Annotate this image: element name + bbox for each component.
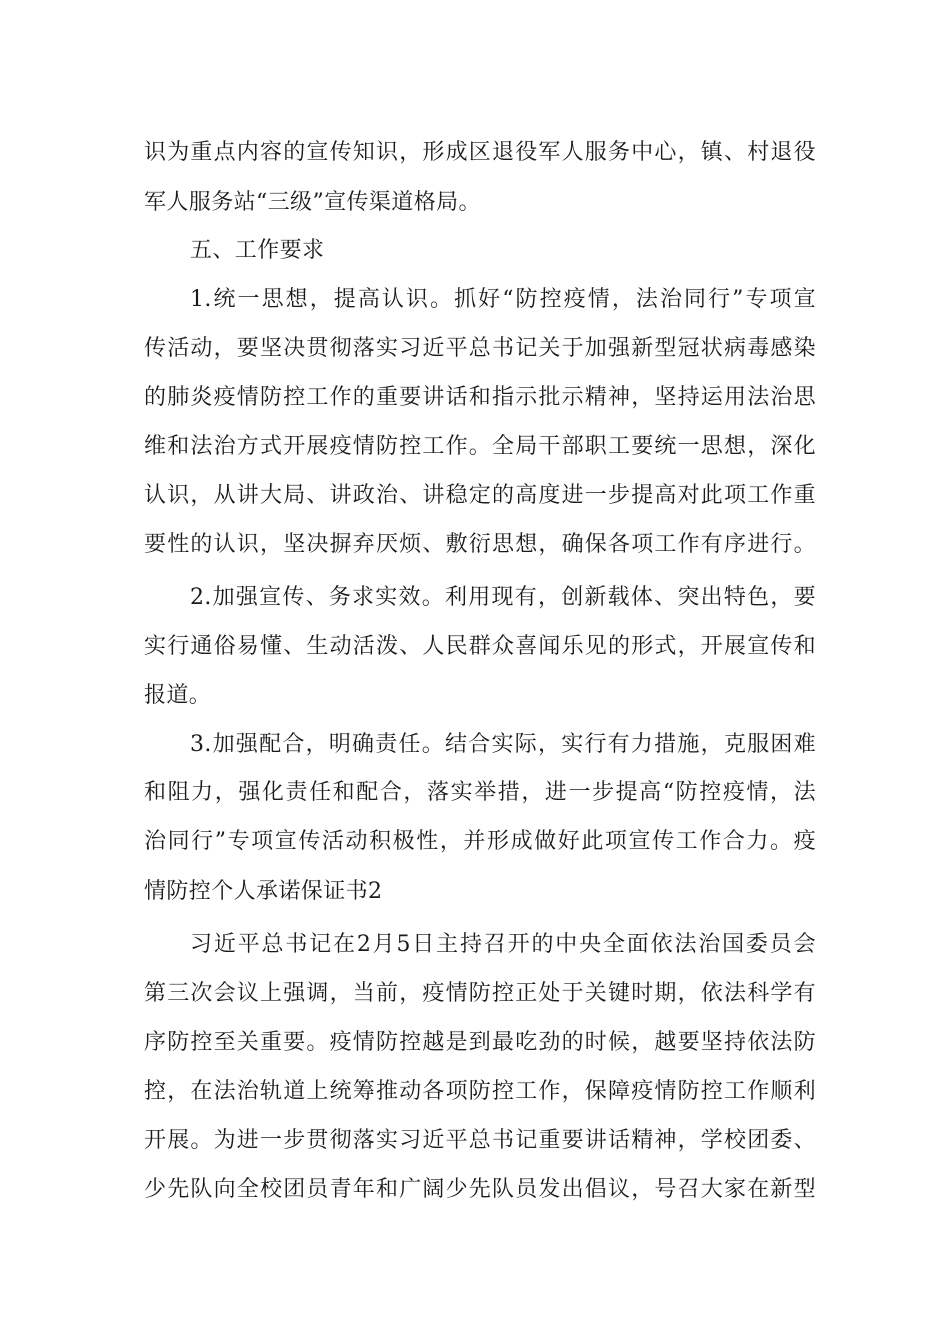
- paragraph-line: 传活动，要坚决贯彻落实习近平总书记关于加强新型冠状病毒感染: [144, 336, 816, 361]
- paragraph-line: 控，在法治轨道上统筹推动各项防控工作，保障疫情防控工作顺利: [144, 1079, 816, 1104]
- paragraph-line: 识为重点内容的宣传知识，形成区退役军人服务中心，镇、村退役: [144, 140, 816, 165]
- paragraph-line: 习近平总书记在2月5日主持召开的中央全面依法治国委员会: [190, 932, 816, 957]
- paragraph-line: 军人服务站“三级”宣传渠道格局。: [144, 190, 481, 215]
- paragraph-line: 少先队向全校团员青年和广阔少先队员发出倡议，号召大家在新型: [144, 1177, 816, 1202]
- paragraph-line: 3.加强配合，明确责任。结合实际，实行有力措施，克服困难: [190, 732, 816, 757]
- paragraph-line: 认识，从讲大局、讲政治、讲稳定的高度进一步提高对此项工作重: [144, 483, 816, 508]
- paragraph-line: 开展。为进一步贯彻落实习近平总书记重要讲话精神，学校团委、: [144, 1128, 816, 1153]
- section-heading: 五、工作要求: [190, 238, 325, 263]
- paragraph-line: 1.统一思想，提高认识。抓好“防控疫情，法治同行”专项宣: [190, 287, 816, 312]
- paragraph-line: 实行通俗易懂、生动活泼、人民群众喜闻乐见的形式，开展宣传和: [144, 634, 816, 659]
- paragraph-line: 的肺炎疫情防控工作的重要讲话和指示批示精神，坚持运用法治思: [144, 385, 816, 410]
- paragraph-line: 维和法治方式开展疫情防控工作。全局干部职工要统一思想，深化: [144, 434, 816, 459]
- paragraph-line: 序防控至关重要。疫情防控越是到最吃劲的时候，越要坚持依法防: [144, 1030, 816, 1055]
- paragraph-line: 要性的认识，坚决摒弃厌烦、敷衍思想，确保各项工作有序进行。: [144, 532, 816, 557]
- paragraph-line: 第三次会议上强调，当前，疫情防控正处于关键时期，依法科学有: [144, 981, 816, 1006]
- paragraph-line: 情防控个人承诺保证书2: [144, 879, 383, 904]
- paragraph-line: 治同行”专项宣传活动积极性，并形成做好此项宣传工作合力。疫: [144, 829, 816, 854]
- paragraph-line: 报道。: [144, 683, 212, 708]
- paragraph-line: 2.加强宣传、务求实效。利用现有，创新载体、突出特色，要: [190, 585, 816, 610]
- paragraph-line: 和阻力，强化责任和配合，落实举措，进一步提高“防控疫情，法: [144, 780, 816, 805]
